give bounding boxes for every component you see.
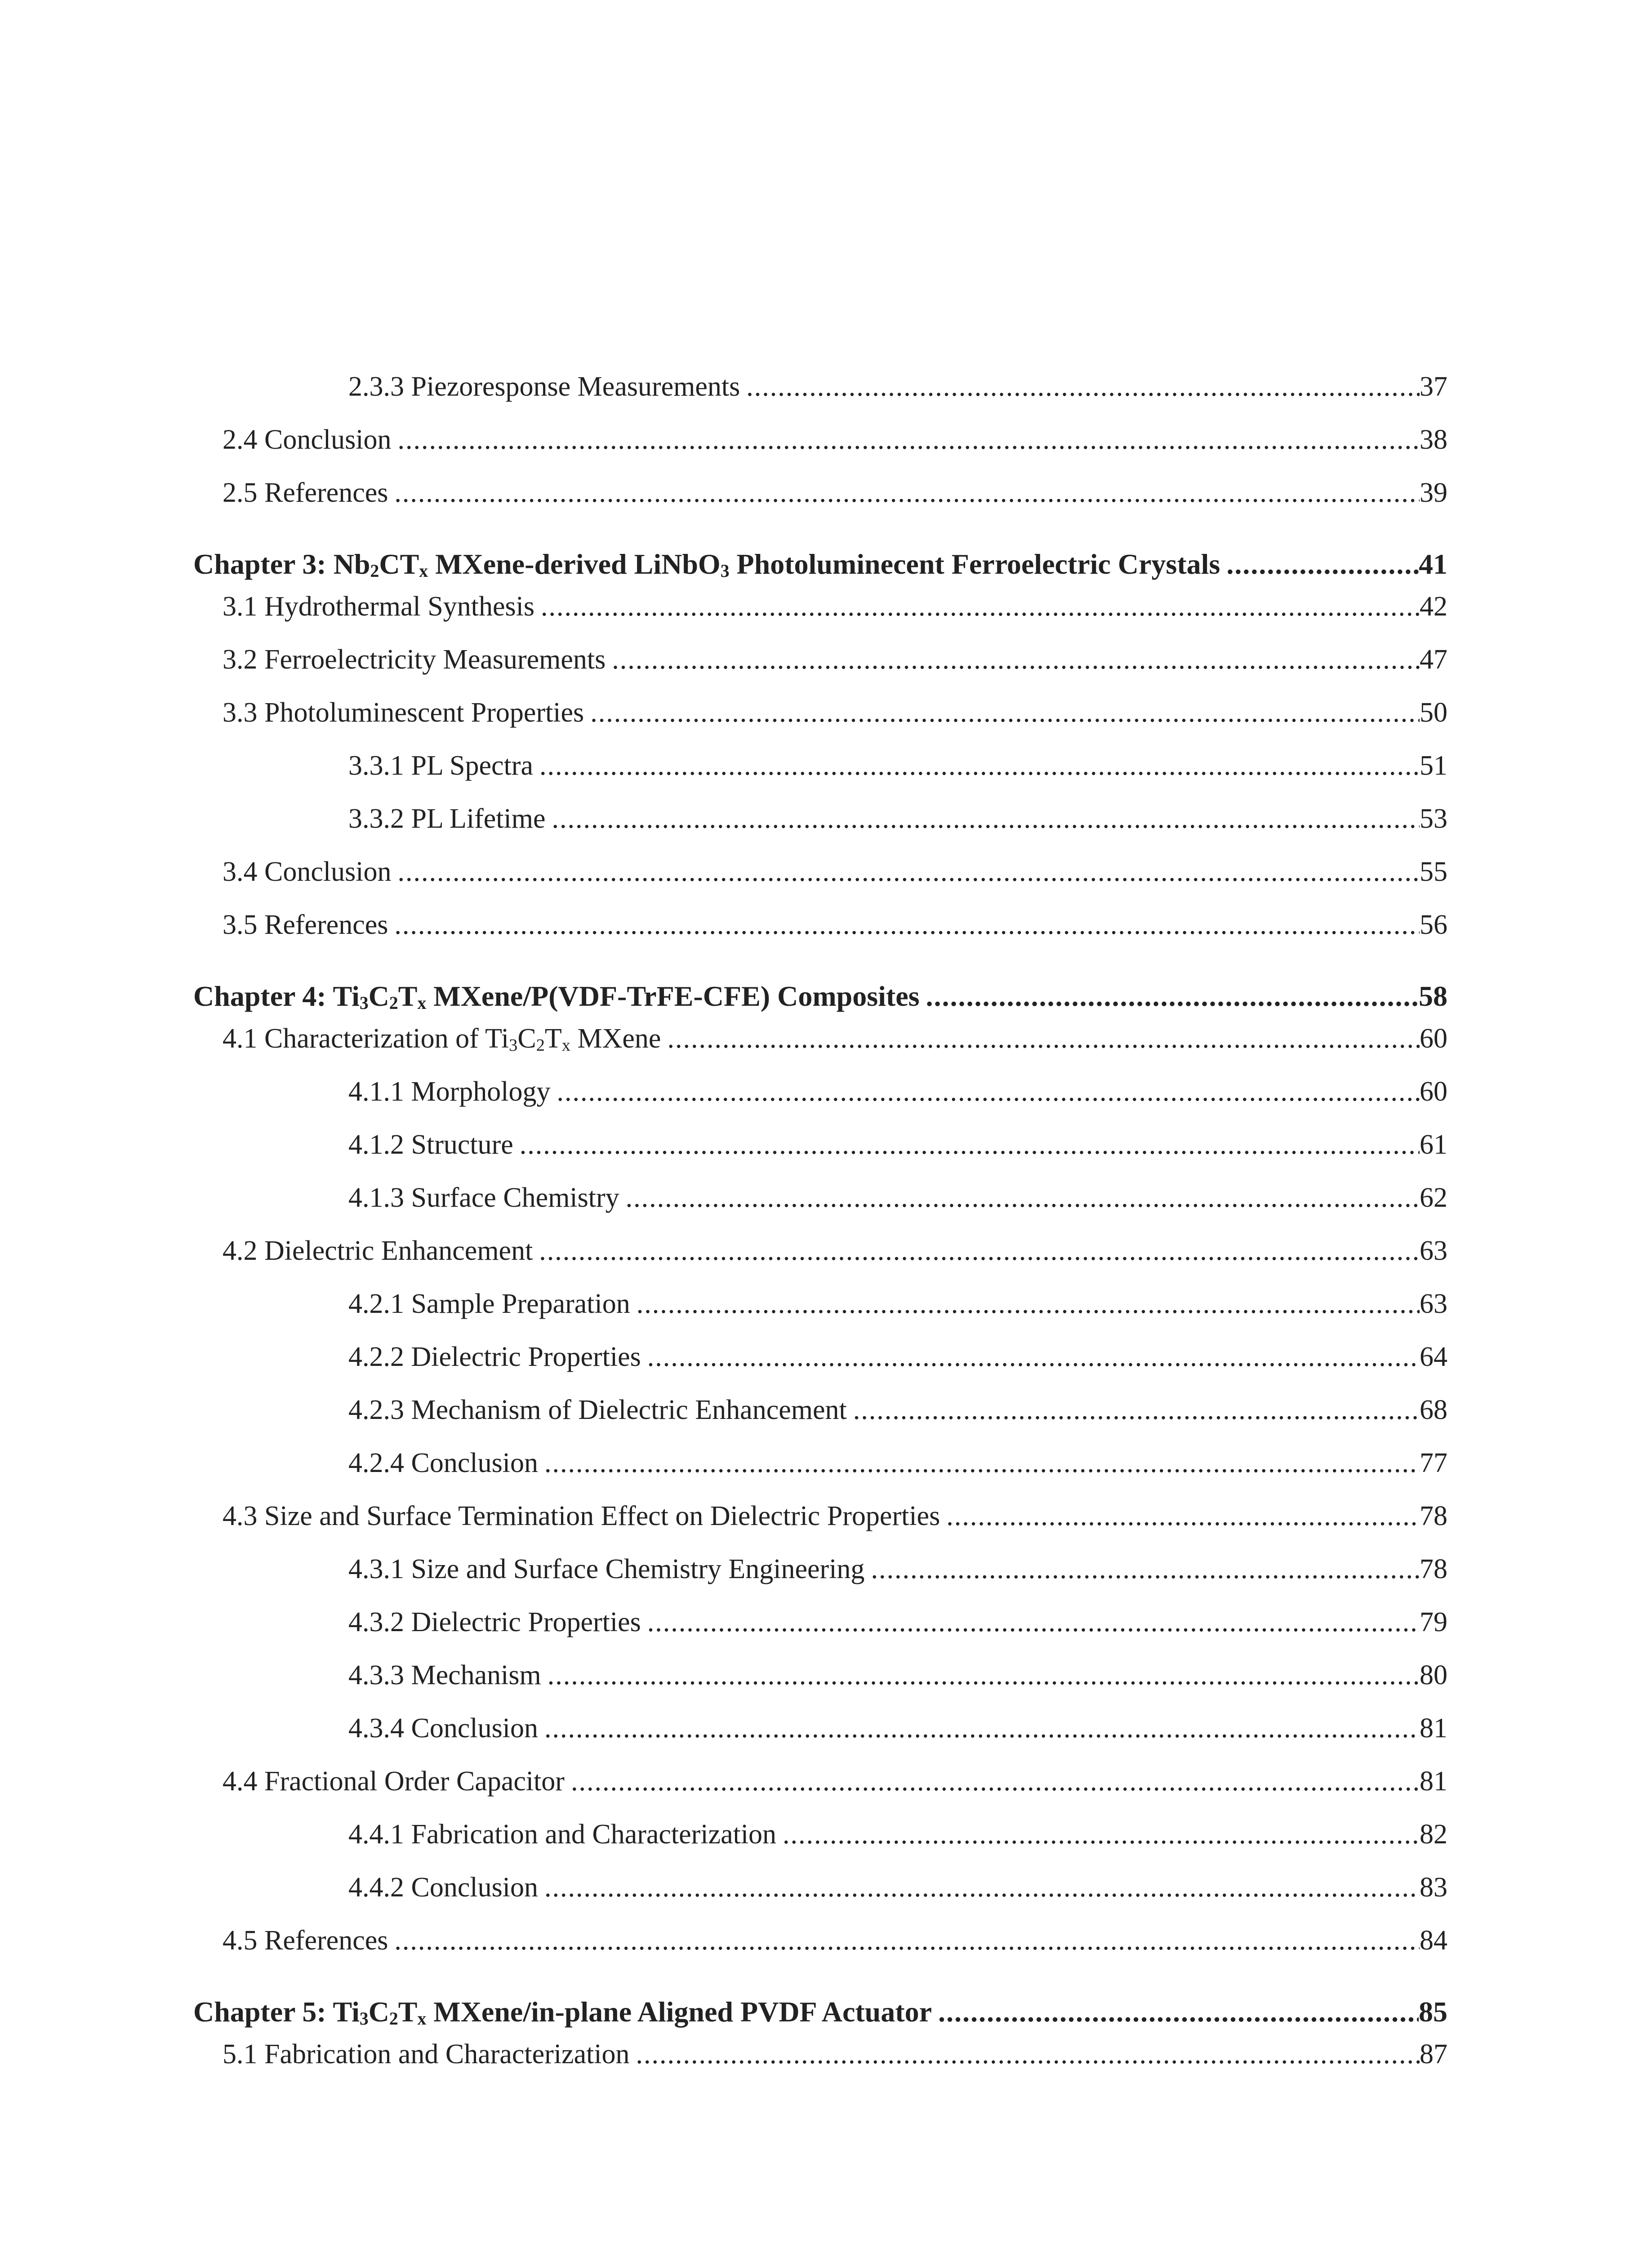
page-number: 79 [1420, 1607, 1447, 1637]
entry-label: 4.1 Characterization of $Ti_3C_2T_x$ MXene [223, 1023, 661, 1055]
dot-leader [544, 1710, 1420, 1746]
page-number: 80 [1420, 1660, 1447, 1690]
entry-label: 2.5 References [223, 477, 388, 508]
toc-entry-4-3-4 [193, 1710, 1447, 1746]
dot-leader [871, 1551, 1420, 1587]
entry-label: 4.3.1 Size and Surface Chemistry Engineering [348, 1554, 865, 1584]
page-number: 68 [1420, 1395, 1447, 1425]
entry-label: 4.2.3 Mechanism of Dielectric Enhancement [348, 1395, 847, 1425]
toc-entry-3-3-2 [193, 801, 1447, 837]
dot-leader [626, 1180, 1420, 1216]
toc-entry-2-5 [193, 475, 1447, 511]
entry-label: 4.2.1 Sample Preparation [348, 1289, 630, 1319]
toc-entry-3-4 [193, 854, 1447, 890]
dot-leader [541, 589, 1420, 624]
dot-leader [946, 1498, 1420, 1534]
dot-leader [397, 422, 1420, 458]
toc-entry-4-2-2 [193, 1339, 1447, 1375]
toc-chapter-3 [193, 546, 1447, 582]
entry-label: 3.3 Photoluminescent Properties [223, 697, 584, 728]
entry-label: 4.2 Dielectric Enhancement [223, 1236, 533, 1266]
toc-entry-4-1-2 [193, 1127, 1447, 1163]
page-number: 62 [1420, 1182, 1447, 1213]
entry-label: 4.3.3 Mechanism [348, 1660, 541, 1690]
page-number: 56 [1420, 910, 1447, 940]
page-number: 53 [1420, 803, 1447, 834]
entry-label: 3.5 References [223, 910, 388, 940]
toc-entry-3-3 [193, 695, 1447, 731]
page-number: 38 [1420, 424, 1447, 455]
entry-label: 4.3 Size and Surface Termination Effect on Dielectric Properties [223, 1501, 940, 1531]
dot-leader [853, 1392, 1420, 1428]
toc-entry-3-5 [193, 907, 1447, 943]
toc-chapter-4 [193, 978, 1447, 1014]
toc-entry-3-1 [193, 589, 1447, 624]
entry-label: 4.4.1 Fabrication and Characterization [348, 1819, 777, 1850]
page-number: 81 [1420, 1713, 1447, 1744]
toc-entry-4-4-2 [193, 1869, 1447, 1905]
page-number: 51 [1420, 750, 1447, 781]
page-number: 87 [1420, 2039, 1447, 2070]
entry-label: 4.1.3 Surface Chemistry [348, 1182, 619, 1213]
chapter-title: Chapter 3: $Nb_2CT_x$ MXene-derived LiNbO$_3$ Photoluminecent Ferroelectric Crystals [193, 548, 1220, 581]
toc-entry-2-4 [193, 422, 1447, 458]
page-number: 37 [1420, 371, 1447, 402]
page-number: 85 [1419, 1996, 1447, 2028]
dot-leader [548, 1657, 1420, 1693]
toc-entry-4-2-1 [193, 1286, 1447, 1322]
page-number: 82 [1420, 1819, 1447, 1850]
dot-leader [539, 1233, 1420, 1269]
dot-leader [394, 907, 1420, 943]
page-number: 60 [1420, 1023, 1447, 1054]
entry-label: 4.2.2 Dielectric Properties [348, 1342, 641, 1372]
entry-label: 3.3.2 PL Lifetime [348, 803, 546, 834]
page-number: 78 [1420, 1501, 1447, 1531]
dot-leader [647, 1604, 1420, 1640]
toc-entry-4-4-1 [193, 1816, 1447, 1852]
dot-leader [544, 1445, 1420, 1481]
page-number: 84 [1420, 1925, 1447, 1956]
page-number: 61 [1420, 1129, 1447, 1160]
dot-leader [612, 642, 1420, 678]
page-number: 58 [1419, 980, 1447, 1012]
dot-leader [590, 695, 1420, 731]
toc-entry-4-2-4 [193, 1445, 1447, 1481]
dot-leader [636, 2036, 1420, 2072]
page-number: 83 [1420, 1872, 1447, 1903]
dot-leader [1226, 546, 1419, 582]
entry-label: 3.3.1 PL Spectra [348, 750, 533, 781]
entry-label: 4.2.4 Conclusion [348, 1448, 538, 1478]
page-number: 39 [1420, 477, 1447, 508]
entry-label: 3.4 Conclusion [223, 856, 392, 887]
entry-label: 4.3.2 Dielectric Properties [348, 1607, 641, 1637]
toc-entry-4-4 [193, 1763, 1447, 1799]
dot-leader [557, 1074, 1420, 1110]
page-number: 63 [1420, 1236, 1447, 1266]
toc-entry-4-3-2 [193, 1604, 1447, 1640]
page-number: 64 [1420, 1342, 1447, 1372]
toc-entry-4-3-3 [193, 1657, 1447, 1693]
entry-label: 4.4 Fractional Order Capacitor [223, 1766, 565, 1797]
page-number: 50 [1420, 697, 1447, 728]
dot-leader [397, 854, 1420, 890]
toc-entry-4-3-1 [193, 1551, 1447, 1587]
page-number: 41 [1419, 548, 1447, 580]
toc-entry-4-2 [193, 1233, 1447, 1269]
dot-leader [667, 1021, 1420, 1057]
dot-leader [539, 748, 1420, 784]
dot-leader [394, 1922, 1420, 1958]
dot-leader [926, 978, 1419, 1014]
entry-label: 2.4 Conclusion [223, 424, 392, 455]
dot-leader [746, 369, 1420, 405]
toc-entry-3-2 [193, 642, 1447, 678]
toc-entry-4-1 [193, 1021, 1447, 1057]
toc-chapter-5 [193, 1994, 1447, 2030]
toc-entry-5-1 [193, 2036, 1447, 2072]
page-number: 60 [1420, 1076, 1447, 1107]
toc-entry-4-1-3 [193, 1180, 1447, 1216]
dot-leader [394, 475, 1420, 511]
page-number: 42 [1420, 591, 1447, 622]
toc-entry-3-3-1 [193, 748, 1447, 784]
page-number: 55 [1420, 856, 1447, 887]
chapter-title: Chapter 4: $Ti_3C_2T_x$ MXene/P(VDF-TrFE-CFE) Composites [193, 980, 920, 1013]
entry-label: 2.3.3 Piezoresponse Measurements [348, 371, 740, 402]
toc-entry-4-3 [193, 1498, 1447, 1534]
toc-entry-2-3-3 [193, 369, 1447, 405]
dot-leader [544, 1869, 1420, 1905]
toc-entry-4-1-1 [193, 1074, 1447, 1110]
entry-label: 3.2 Ferroelectricity Measurements [223, 644, 606, 675]
dot-leader [571, 1763, 1420, 1799]
entry-label: 4.5 References [223, 1925, 388, 1956]
page-number: 81 [1420, 1766, 1447, 1797]
entry-label: 3.1 Hydrothermal Synthesis [223, 591, 534, 622]
dot-leader [520, 1127, 1420, 1163]
entry-label: 4.4.2 Conclusion [348, 1872, 538, 1903]
toc-entry-4-5 [193, 1922, 1447, 1958]
entry-label: 4.1.1 Morphology [348, 1076, 551, 1107]
entry-label: 5.1 Fabrication and Characterization [223, 2039, 630, 2070]
entry-label: 4.1.2 Structure [348, 1129, 513, 1160]
dot-leader [552, 801, 1420, 837]
page-number: 77 [1420, 1448, 1447, 1478]
entry-label: 4.3.4 Conclusion [348, 1713, 538, 1744]
page-number: 47 [1420, 644, 1447, 675]
dot-leader [938, 1994, 1419, 2030]
page-number: 63 [1420, 1289, 1447, 1319]
toc-entry-4-2-3 [193, 1392, 1447, 1428]
dot-leader [647, 1339, 1420, 1375]
dot-leader [637, 1286, 1420, 1322]
chapter-title: Chapter 5: $Ti_3C_2T_x$ MXene/in-plane Aligned PVDF Actuator [193, 1996, 932, 2029]
dot-leader [783, 1816, 1420, 1852]
page-number: 78 [1420, 1554, 1447, 1584]
